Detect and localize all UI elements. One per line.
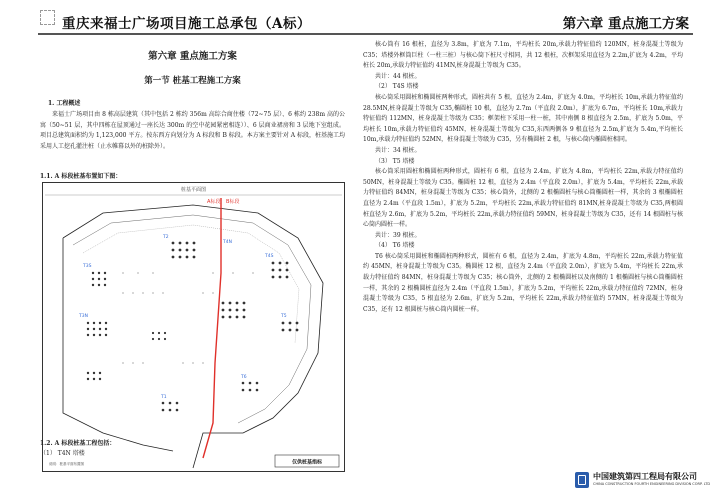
map-label-t1: T1 — [161, 395, 167, 400]
t5-total: 共计：39 根桩。 — [375, 231, 421, 239]
map-label-t3n: T3N — [79, 314, 88, 319]
overview-paragraph: 来福士广场项目由 8 栋高层建筑（其中包括 2 栋约 356m 高综合商住楼（72~75 层）、6 栋约 238m 高的公寓（50~51 层，其中四栋在屋顶通过一座长达 300m 的空中花园紧密相连））、6 层商业裙房和 3 层地下室组成。项目总建筑面积约为 1,123,000 平方。按东西方向划分为 A 标段和 B 标段。本方案主要针对 A 标段，桩基施工均采用人工挖孔灌注桩（止水帷幕以外的桩除外）。 — [40, 111, 345, 150]
section-title: 第一节 桩基工程施工方案 — [144, 76, 241, 86]
company-logo — [575, 471, 711, 493]
map-label-b: B标段 — [226, 199, 240, 205]
company-name-en: CHINA CONSTRUCTION FOURTH ENGINEERING DIVISION CORP. LTD — [593, 482, 711, 486]
t4s-paragraph: 核心筒采用圆桩和椭圆桩两种形式，圆桩共有 5 根，直径为 2.4m，扩底为 4.0m，平均桩长 10m,承载力特征值约 28.5MN,桩身混凝土等级为 C35,椭圆桩 10 根，直径为 2.7m（平直段 2.0m），扩底为 6.7m，平均桩长 10m,承载力特征值约 112MN，桩身混凝土等级为 C35；框架柱下采用一柱一桩，其中南侧 8 根直径为 2.5m，扩底为 5.0m，平均桩长 10m,承载力特征值约 45MN，桩身混凝土等级为 C35,东西两侧各 9 根直径为 2.5m,扩底为 5.4m,平均桩长 10m,承载力特征值约 52MN，桩身混凝土等级为 C35，另有椭圆桩 2 根，与核心筒内椭圆桩相同。 — [363, 93, 683, 144]
t4n-paragraph: 核心筒有 16 根桩，直径为 3.8m，扩底为 7.1m，平均桩长 20m,承载力特征值约 120MN，桩身混凝土等级为 C35；塔楼外框筒巨柱（一柱三桩）与核心筒下桩尺寸相同，共 12 根桩，次框架采用直径为 2.2m,扩底为 4.2m，平均桩长 20m,承载力特征值约 41MN,桩身混凝土等级为 C35。 — [363, 41, 683, 70]
t6-heading: （4） T6 塔楼 — [375, 242, 415, 250]
map-note: 说明：桩基平面布置图 — [49, 462, 84, 466]
map-label-t4s: T4S — [265, 254, 274, 259]
chapter-header-label: 第六章 重点施工方案 — [562, 16, 689, 32]
page-header — [0, 0, 711, 32]
section-boundary-line — [203, 198, 221, 458]
header-logo-icon — [40, 10, 55, 25]
map-label-t4n: T4N — [223, 240, 232, 245]
t4s-heading: （2） T4S 塔楼 — [375, 83, 419, 91]
t4n-total: 共计：44 根桩。 — [375, 72, 421, 80]
item-t4n: （1） T4N 塔楼 — [40, 450, 85, 457]
right-column — [363, 40, 683, 315]
map-caption: 桩基平面图 — [180, 187, 206, 193]
t5-heading: （3） T5 塔楼 — [375, 157, 415, 165]
map-label-a: A标段 — [207, 199, 221, 205]
chapter-title: 第六章 重点施工方案 — [148, 51, 237, 62]
project-title: 重庆来福士广场项目施工总承包（A标） — [62, 16, 311, 32]
heading-pile-works: 1.2. A 标段桩基工程包括： — [40, 440, 116, 447]
t4s-total: 共计：34 根桩。 — [375, 146, 421, 154]
heading-overview: 1. 工程概述 — [48, 100, 81, 107]
map-badge: 仅供桩基指标 — [291, 459, 323, 466]
map-label-t3s: T3S — [83, 264, 92, 269]
map-label-t6: T6 — [241, 375, 247, 380]
pile-dot-field — [87, 242, 299, 412]
t6-paragraph: T6 核心筒采用圆桩和椭圆桩两种形式，圆桩有 6 根，直径为 2.4m，扩底为 4.8m，平均桩长 22m,承载力特征值约 45MN，桩身混凝土等级为 C35。椭圆桩 12 根，直径为 2.4m（平直段 2.0m），扩底为 5.4m，平均桩长 22m,承载力特征值约 84MN，桩身混凝土等级为 C35；核心筒外，北侧的 2 根椭圆桩以及南侧的 1 根椭圆桩与核心筒椭圆桩一样，其余的 2 根椭圆桩直径为 2.4m（平直段 1.5m），扩底为 5.2m，平均桩长 22m,承载力特征值约 72MN，桩身混凝土等级为 C35，5 根直径为 2.6m，扩底为 5.2m，平均桩长 22m,承载力特征值约 57MN，桩身混凝土等级为 C35，还有 12 根圆桩与核心筒内圆桩一样。 — [363, 252, 683, 313]
t5-paragraph: 核心筒采用圆桩和椭圆桩两种形式，圆桩有 6 根，直径为 2.4m，扩底为 4.8m，平均桩长 22m,承载力特征值约 50MN，桩身混凝土等级为 C35。椭圆桩 12 根，直径为 2.4m（平直段 2.0m），扩底为 5.4m，平均桩长 22m,承载力特征值约 84MN，桩身混凝土等级为 C35；核心筒外，北侧的 2 根椭圆桩与核心筒椭圆桩一样，其余的 3 根椭圆桩直径为 2.4m（平直段 1.5m），扩底为 5.2m，平均桩长 22m,承载力特征值约 81MN,桩身混凝土等级为 C35,两根圆桩直径为 2.6m，扩底为 5.2m，平均桩长 22m,承载力特征值约 59MN，桩身混凝土等级为 C35，还有 14 根圆桩与核心筒内圆桩一样。 — [363, 168, 683, 229]
map-label-t2: T2 — [163, 235, 169, 240]
heading-pile-layout: 1.1. A 标段桩基布置如下图： — [40, 173, 122, 180]
pile-layout-map — [42, 182, 345, 472]
company-name-cn: 中国建筑第四工程局有限公司 — [593, 472, 697, 481]
company-logo-icon — [575, 472, 589, 488]
header-divider — [38, 33, 693, 35]
pile-map-drawing — [43, 183, 344, 471]
map-label-t5: T5 — [281, 314, 287, 319]
